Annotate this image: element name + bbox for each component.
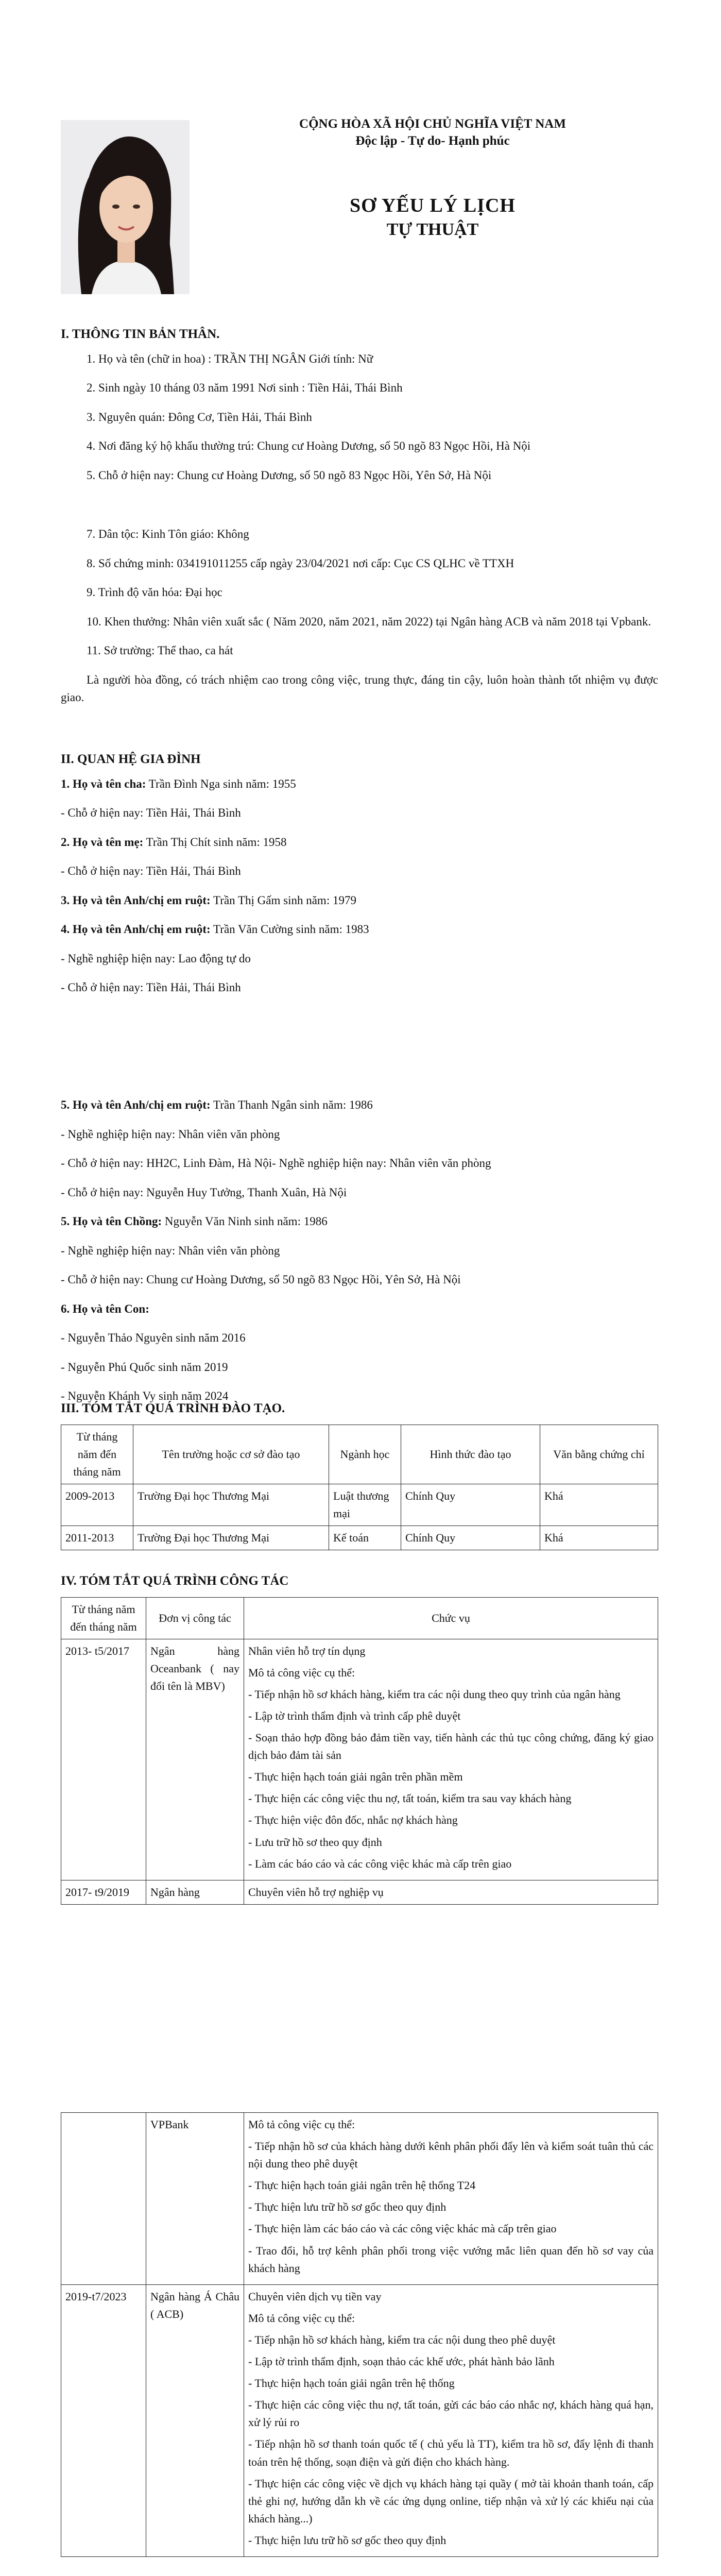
personal-item: 11. Sở trường: Thể thao, ca hát (87, 644, 233, 657)
duty-line: - Tiếp nhận hồ sơ của khách hàng dưới kênh phân phối đẩy lên và kiểm soát tuân thủ các nội dung theo phê duyệt (248, 2140, 654, 2171)
table-cell: Kế toán (329, 1526, 401, 1550)
family-detail: - Chỗ ở hiện nay: Chung cư Hoàng Dương, số 50 ngõ 83 Ngọc Hồi, Yên Sở, Hà Nội (61, 1273, 461, 1286)
family-detail: - Chỗ ở hiện nay: Tiền Hải, Thái Bình (61, 981, 241, 994)
table-cell: Khá (540, 1484, 658, 1526)
work-table (61, 1597, 658, 1905)
table-cell: Ngân hàng Á Châu ( ACB) (146, 2284, 244, 2556)
duty-line: - Lưu trữ hồ sơ theo quy định (248, 1835, 382, 1849)
section-heading: II. QUAN HỆ GIA ĐÌNH (61, 752, 201, 766)
duty-line: - Thực hiện việc đôn đốc, nhắc nợ khách hàng (248, 1814, 458, 1827)
table-cell: 2009-2013 (61, 1484, 133, 1526)
work-section-continued (61, 2112, 658, 2557)
table-cell: Khá (540, 1526, 658, 1550)
duty-line: - Thực hiện hạch toán giải ngân trên phần mềm (248, 1770, 463, 1784)
column-header: Từ tháng năm đến tháng năm (61, 1597, 146, 1639)
personal-item: 10. Khen thưởng: Nhân viên xuất sắc ( Năm 2020, năm 2021, năm 2022) tại Ngân hàng ACB và năm 2018 tại Vpbank. (87, 615, 651, 628)
duty-line: Mô tả công việc cụ thể: (248, 1666, 355, 1679)
national-title: CỘNG HÒA XÃ HỘI CHỦ NGHĨA VIỆT NAM (299, 117, 566, 131)
table-cell (244, 2113, 658, 2285)
child-item: - Nguyễn Khánh Vy sinh năm 2024 (61, 1389, 229, 1402)
family-detail: - Chỗ ở hiện nay: HH2C, Linh Đàm, Hà Nội- Nghề nghiệp hiện nay: Nhân viên văn phòng (61, 1157, 491, 1170)
personal-item: 4. Nơi đăng ký hộ khẩu thường trú: Chung cư Hoàng Dương, số 50 ngõ 83 Ngọc Hồi, Hà Nội (87, 439, 531, 452)
personal-item: 2. Sinh ngày 10 tháng 03 năm 1991 Nơi sinh : Tiền Hải, Thái Bình (87, 381, 403, 394)
table-cell (244, 2284, 658, 2556)
table-cell: VPBank (146, 2113, 244, 2285)
duty-line: - Soạn thảo hợp đồng bảo đảm tiền vay, tiến hành các thủ tục công chứng, đăng ký giao dịch bảo đảm tài sản (248, 1731, 654, 1762)
family-value: Trần Văn Cường sinh năm: 1983 (210, 923, 369, 936)
table-header-row (61, 1425, 658, 1484)
document-header (221, 116, 644, 242)
family-label: 6. Họ và tên Con: (61, 1302, 149, 1315)
family-label: 2. Họ và tên mẹ: (61, 835, 144, 849)
family-section-continued (61, 1096, 658, 1417)
family-value: Trần Đình Nga sinh năm: 1955 (146, 777, 296, 790)
portrait-photo (61, 120, 190, 294)
duty-line: - Tiếp nhận hồ sơ khách hàng, kiểm tra các nội dung theo phê duyệt (248, 2333, 556, 2346)
family-label: 4. Họ và tên Anh/chị em ruột: (61, 923, 211, 936)
column-header: Văn bằng chứng chỉ (540, 1425, 658, 1484)
family-detail: - Chỗ ở hiện nay: Nguyễn Huy Tưởng, Thanh Xuân, Hà Nội (61, 1185, 347, 1199)
duty-line: Mô tả công việc cụ thể: (248, 2311, 355, 2325)
family-detail: - Chỗ ở hiện nay: Tiền Hải, Thái Bình (61, 865, 241, 877)
personal-item: 1. Họ và tên (chữ in hoa) : TRẦN THỊ NGÂN Giới tính: Nữ (87, 352, 373, 365)
table-row (61, 1526, 658, 1550)
personal-list (61, 350, 658, 602)
personal-item: 3. Nguyên quán: Đông Cơ, Tiền Hải, Thái Bình (87, 410, 312, 423)
duty-line: - Tiếp nhận hồ sơ thanh toán quốc tế ( chủ yếu là TT), kiểm tra hồ sơ, đẩy lệnh đi thanh toán trên hệ thống, soạn điện và gửi điện cho khách hàng. (248, 2437, 654, 2468)
table-cell (61, 2113, 146, 2285)
duty-line: Nhân viên hỗ trợ tín dụng (248, 1644, 366, 1657)
national-motto: Độc lập - Tự do- Hạnh phúc (355, 133, 510, 148)
section-heading: IV. TÓM TẮT QUÁ TRÌNH CÔNG TÁC (61, 1574, 289, 1588)
duty-line: - Thực hiện làm các báo cáo và các công việc khác mà cấp trên giao (248, 2222, 557, 2235)
family-value: Nguyễn Văn Ninh sinh năm: 1986 (162, 1215, 328, 1228)
family-value: Trần Thị Gấm sinh năm: 1979 (210, 893, 356, 907)
child-item: - Nguyễn Thảo Nguyên sinh năm 2016 (61, 1331, 246, 1344)
table-row (61, 2113, 658, 2285)
family-label: 1. Họ và tên cha: (61, 777, 146, 790)
document-title: SƠ YẾU LÝ LỊCH (350, 195, 516, 216)
duty-line: - Thực hiện các công việc thu nợ, tất toán, kiểm tra sau vay khách hàng (248, 1792, 572, 1805)
family-detail: - Nghề nghiệp hiện nay: Lao động tự do (61, 952, 251, 965)
table-row (61, 2284, 658, 2556)
table-cell: 2017- t9/2019 (61, 1880, 146, 1904)
work-table-continued (61, 2112, 658, 2557)
table-cell (244, 1639, 658, 1880)
duty-line: - Thực hiện hạch toán giải ngân trên hệ thống (248, 2377, 455, 2390)
table-cell: Ngân hàng Oceanbank ( nay đổi tên là MBV) (146, 1639, 244, 1880)
duty-line: - Làm các báo cáo và các công việc khác mà cấp trên giao (248, 1857, 512, 1870)
personal-info-section (61, 325, 658, 718)
family-detail: - Nghề nghiệp hiện nay: Nhân viên văn phòng (61, 1244, 280, 1257)
table-row (61, 1484, 658, 1526)
table-cell: Ngân hàng (146, 1880, 244, 1904)
duty-line: - Thực hiện các công việc thu nợ, tất toán, gửi các báo cáo nhắc nợ, khách hàng quá hạn, xử lý rủi ro (248, 2398, 654, 2429)
family-label: 5. Họ và tên Anh/chị em ruột: (61, 1098, 211, 1111)
duty-line: - Trao đổi, hỗ trợ kênh phân phối trong việc vướng mắc liên quan đến hồ sơ vay của khách hàng (248, 2244, 654, 2275)
family-value: Trần Thị Chít sinh năm: 1958 (143, 835, 287, 849)
table-cell: Trường Đại học Thương Mại (133, 1484, 329, 1526)
document-subtitle: TỰ THUẬT (386, 220, 479, 240)
table-row (61, 1639, 658, 1880)
personal-item: 7. Dân tộc: Kinh Tôn giáo: Không (87, 528, 249, 540)
section-heading: I. THÔNG TIN BẢN THÂN. (61, 327, 220, 341)
table-cell: Trường Đại học Thương Mại (133, 1526, 329, 1550)
education-section (61, 1399, 658, 1550)
family-label: 3. Họ và tên Anh/chị em ruột: (61, 893, 211, 907)
column-header: Chức vụ (244, 1597, 658, 1639)
table-cell: 2019-t7/2023 (61, 2284, 146, 2556)
table-cell: Chính Quy (401, 1526, 540, 1550)
duty-line: - Tiếp nhận hồ sơ khách hàng, kiểm tra các nội dung theo quy trình của ngân hàng (248, 1687, 621, 1701)
child-item: - Nguyễn Phú Quốc sinh năm 2019 (61, 1360, 228, 1374)
personal-item: 9. Trình độ văn hóa: Đại học (87, 586, 222, 599)
column-header: Hình thức đào tạo (401, 1425, 540, 1484)
family-label: 5. Họ và tên Chồng: (61, 1215, 162, 1228)
table-row (61, 1880, 658, 1904)
section-heading: III. TÓM TẮT QUÁ TRÌNH ĐÀO TẠO. (61, 1401, 285, 1415)
duty-line: - Thực hiện lưu trữ hồ sơ gốc theo quy định (248, 2533, 447, 2547)
duty-line: - Thực hiện hạch toán giải ngân trên hệ thống T24 (248, 2179, 476, 2192)
duty-line: - Thực hiện các công việc về dịch vụ khách hàng tại quầy ( mở tài khoản thanh toán, cấp thẻ ghi nợ, hướng dẫn kh về các ứng dụng online, tiếp nhận và xử lý các khiếu nại của khách hàng...) (248, 2477, 654, 2525)
column-header: Từ tháng năm đến tháng năm (61, 1425, 133, 1484)
duty-line: - Lập tờ trình thẩm định và trình cấp phê duyệt (248, 1709, 461, 1722)
column-header: Ngành học (329, 1425, 401, 1484)
duty-line: - Lập tờ trình thẩm định, soạn thảo các khế ước, phát hành bảo lãnh (248, 2355, 555, 2368)
table-cell: Chuyên viên hỗ trợ nghiệp vụ (244, 1880, 658, 1904)
family-detail: - Chỗ ở hiện nay: Tiền Hải, Thái Bình (61, 806, 241, 819)
table-cell: Luật thương mại (329, 1484, 401, 1526)
personal-item: 8. Số chứng minh: 034191011255 cấp ngày 23/04/2021 nơi cấp: Cục CS QLHC về TTXH (87, 556, 514, 570)
family-section (61, 750, 658, 1008)
family-detail: - Nghề nghiệp hiện nay: Nhân viên văn phòng (61, 1127, 280, 1141)
duty-line: Chuyên viên dịch vụ tiền vay (248, 2290, 382, 2303)
table-cell: 2011-2013 (61, 1526, 133, 1550)
table-cell: 2013- t5/2017 (61, 1639, 146, 1880)
duty-line: Mô tả công việc cụ thể: (248, 2118, 355, 2131)
column-header: Đơn vị công tác (146, 1597, 244, 1639)
table-header-row (61, 1597, 658, 1639)
family-value: Trần Thanh Ngân sinh năm: 1986 (210, 1098, 373, 1111)
portrait-illustration (61, 120, 190, 294)
personal-item: 5. Chỗ ở hiện nay: Chung cư Hoàng Dương, số 50 ngõ 83 Ngọc Hồi, Yên Sở, Hà Nội (87, 468, 492, 482)
personal-summary: Là người hòa đồng, có trách nhiệm cao trong công việc, trung thực, đáng tin cậy, luôn hoàn thành tốt nhiệm vụ được giao. (61, 673, 658, 704)
education-table (61, 1425, 658, 1551)
work-section (61, 1571, 658, 1905)
column-header: Tên trường hoặc cơ sở đào tạo (133, 1425, 329, 1484)
duty-line: - Thực hiện lưu trữ hồ sơ gốc theo quy định (248, 2200, 447, 2214)
table-cell: Chính Quy (401, 1484, 540, 1526)
